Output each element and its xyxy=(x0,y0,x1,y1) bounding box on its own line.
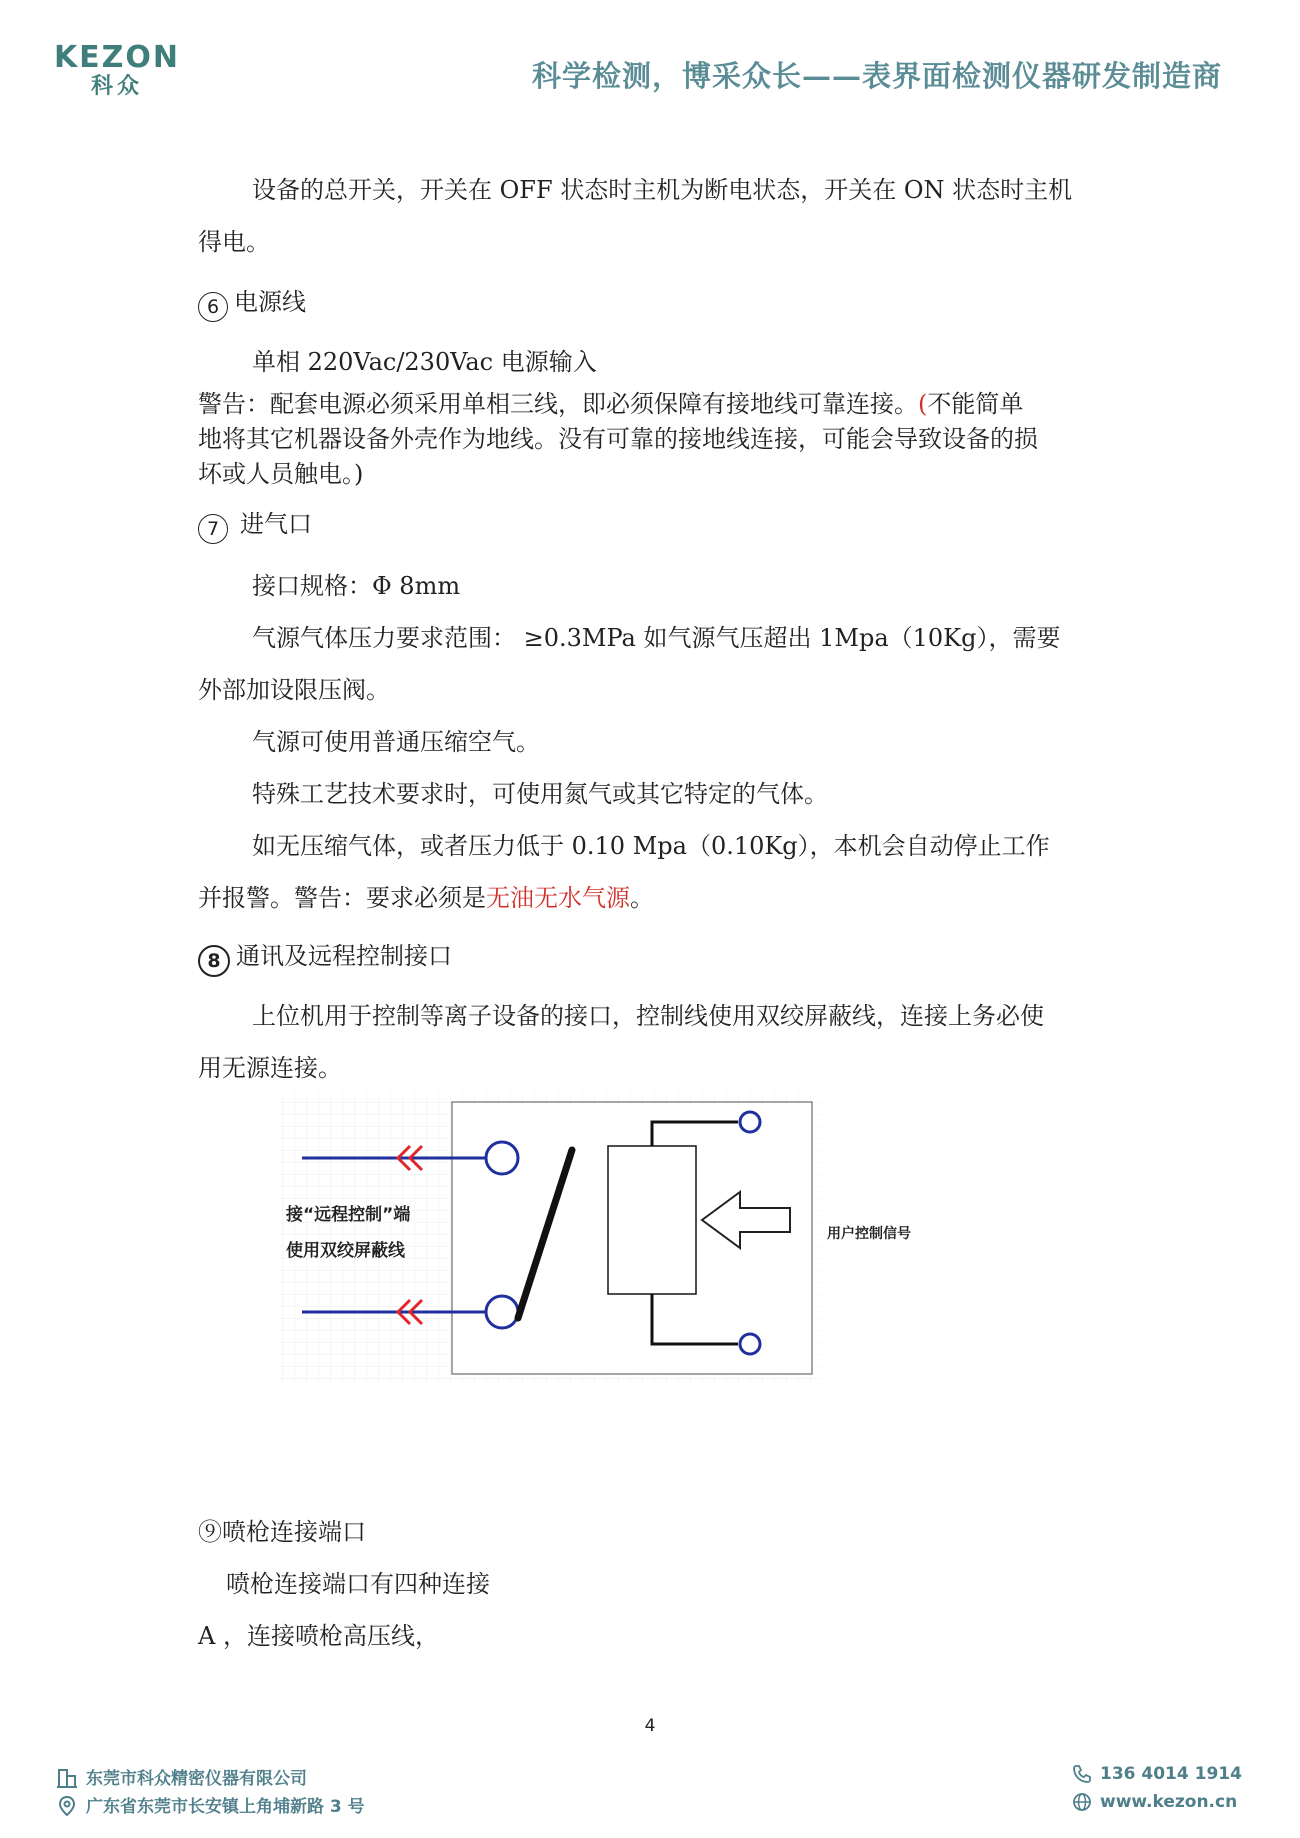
section-7-air: 气源可使用普通压缩空气。 xyxy=(252,728,540,756)
section-7-pressure-line1: 气源气体压力要求范围： ≥0.3MPa 如气源气压超出 1Mpa（10Kg），需要 xyxy=(252,624,1061,652)
warning-paren: ( xyxy=(918,390,928,418)
logo-text-en: KEZON xyxy=(53,40,181,75)
section-7-number: 7 xyxy=(198,514,228,544)
warning-text: 警告：配套电源必须采用单相三线，即必须保障有接地线可靠连接。 xyxy=(198,390,918,418)
page-number: 4 xyxy=(644,1716,656,1736)
section-7-special: 特殊工艺技术要求时，可使用氮气或其它特定的气体。 xyxy=(252,780,828,808)
section-6-title: 电源线 xyxy=(234,288,306,316)
section-7-pressure-line2: 外部加设限压阀。 xyxy=(198,676,390,704)
section-9-heading: ⑨喷枪连接端口 xyxy=(198,1518,366,1546)
footer-website xyxy=(1072,1792,1237,1812)
globe-icon xyxy=(1072,1792,1092,1812)
section-7-heading xyxy=(198,504,312,544)
terminal-bottom xyxy=(486,1296,518,1328)
location-pin-icon xyxy=(56,1795,78,1817)
noair-end: 。 xyxy=(630,884,654,912)
output-terminal-bottom xyxy=(740,1334,760,1354)
footer-phone xyxy=(1072,1764,1242,1784)
section-8-title: 通讯及远程控制接口 xyxy=(236,942,452,970)
paragraph-switch-line2: 得电。 xyxy=(198,228,270,256)
section-8-number: 8 xyxy=(198,945,230,977)
label-user-signal: 用户控制信号 xyxy=(827,1226,911,1242)
footer-address-text: 广东省东莞市长安镇上角埔新路 3 号 xyxy=(86,1797,365,1817)
section-7-spec: 接口规格：Φ 8mm xyxy=(252,572,461,600)
section-7-noair-line2 xyxy=(198,878,654,913)
footer-company-name: 东莞市科众精密仪器有限公司 xyxy=(86,1769,307,1789)
section-8-desc-line2: 用无源连接。 xyxy=(198,1054,342,1082)
terminal-top xyxy=(486,1142,518,1174)
section-7-noair-line1: 如无压缩气体，或者压力低于 0.10 Mpa（0.10Kg），本机会自动停止工作 xyxy=(252,832,1050,860)
building-icon xyxy=(56,1767,78,1789)
output-terminal-top xyxy=(740,1112,760,1132)
warning-rest: 不能简单 xyxy=(927,390,1024,418)
section-9-item-a: A ，连接喷枪高压线， xyxy=(198,1622,439,1650)
section-8-heading xyxy=(198,936,452,977)
section-7-title: 进气口 xyxy=(240,510,312,538)
section-9-desc: 喷枪连接端口有四种连接 xyxy=(226,1570,490,1598)
section-8-desc-line1: 上位机用于控制等离子设备的接口，控制线使用双绞屏蔽线，连接上务必使 xyxy=(252,1002,1044,1030)
remote-control-wiring-diagram xyxy=(270,1090,940,1390)
warning-line3: 坏或人员触电。) xyxy=(198,460,364,488)
paragraph-switch-line1: 设备的总开关，开关在 OFF 状态时主机为断电状态，开关在 ON 状态时主机 xyxy=(252,176,1073,204)
warning-line1 xyxy=(198,384,1023,419)
company-logo xyxy=(52,42,182,100)
noair-prefix: 并报警。警告：要求必须是 xyxy=(198,884,486,912)
logo-text-cn: 科众 xyxy=(90,74,143,99)
phone-icon xyxy=(1072,1764,1092,1784)
label-remote-line1: 接“远程控制”端 xyxy=(286,1205,411,1225)
section-6-number: 6 xyxy=(198,292,228,322)
noair-red-text: 无油无水气源 xyxy=(486,884,630,912)
label-remote-line2: 使用双绞屏蔽线 xyxy=(286,1241,405,1261)
section-6-heading xyxy=(198,282,306,322)
footer-phone-number: 136 4014 1914 xyxy=(1100,1764,1242,1784)
warning-line2: 地将其它机器设备外壳作为地线。没有可靠的接地线连接，可能会导致设备的损 xyxy=(198,425,1038,453)
footer-address xyxy=(56,1792,365,1817)
relay-box xyxy=(608,1146,696,1294)
section-6-spec: 单相 220Vac/230Vac 电源输入 xyxy=(252,348,597,376)
footer-company xyxy=(56,1764,307,1789)
header-slogan: 科学检测，博采众长——表界面检测仪器研发制造商 xyxy=(531,59,1222,93)
footer-website-url[interactable]: www.kezon.cn xyxy=(1100,1792,1238,1812)
